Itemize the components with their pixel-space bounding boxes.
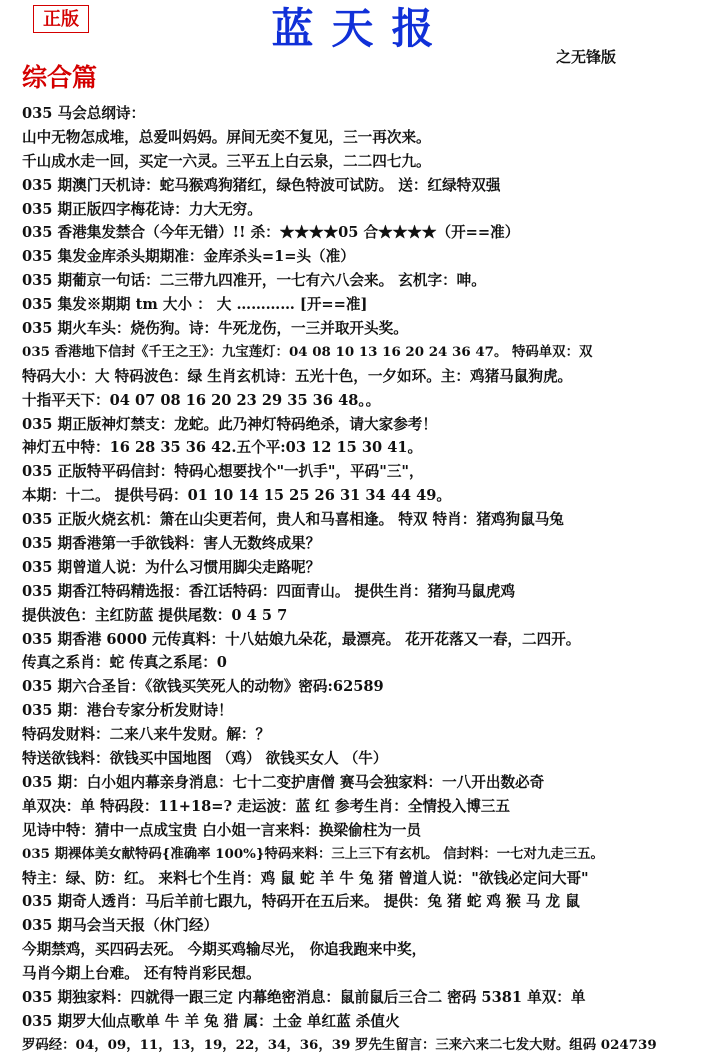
text-line: 马肖今期上台难。 还有特肖彩民想。	[22, 965, 261, 983]
text-line: 035 期火车头：烧伤狗。诗：牛死龙伤，一三并取开头奖。	[22, 320, 408, 338]
text-line: 特码大小：大 特码波色：绿 生肖玄机诗：五光十色，一夕如环。主：鸡猪马鼠狗虎。	[22, 367, 573, 385]
text-line: 传真之系肖：蛇 传真之系尾：0	[22, 654, 227, 672]
text-line: 035 期：港台专家分析发财诗！	[22, 702, 233, 720]
text-line: 035 期裸体美女献特码{准确率 100%}特码来料：三上三下有玄机。 信封料：一七对九走三五。	[22, 845, 604, 862]
text-line: 035 期罗大仙点歌单 牛 羊 兔 猎 属：土金 单红蓝 杀值火	[22, 1012, 400, 1030]
text-line: 035 期六合圣旨：《欲钱买笑死人的动物》密码:62589	[22, 678, 384, 696]
edition-label: 之无锋版	[556, 48, 617, 66]
text-line: 035 期正版神灯禁支：龙蛇。此乃神灯特码绝杀，请大家参考！	[22, 415, 437, 433]
text-line: 035 期马会当天报（休门经）	[22, 917, 219, 935]
text-line: 035 期：白小姐内幕亲身消息：七十二变护唐僧 赛马会独家料：一八开出数必奇	[22, 773, 545, 791]
text-line: 特送欲钱料：欲钱买中国地图 （鸡） 欲钱买女人 （牛）	[22, 750, 388, 768]
text-line: 035 期正版四字梅花诗：力大无穷。	[22, 200, 262, 218]
text-line: 035 集发金库杀头期期准：金库杀头=1=头（准）	[22, 248, 355, 266]
text-line: 035 期香港第一手欲钱料：害人无数终成果？	[22, 535, 321, 553]
text-line: 今期禁鸡，买四码去死。 今期买鸡输尽光， 你追我跑来中奖，	[22, 941, 427, 959]
text-line: 本期：十二。 提供号码：01 10 14 15 25 26 31 34 44 49。	[22, 487, 452, 505]
edition-badge: 正版	[33, 5, 89, 33]
article-body	[22, 102, 702, 1058]
text-line: 035 期香港 6000 元传真料：十八姑娘九朵花，最漂亮。 花开花落又一春，二四开。	[22, 630, 581, 648]
text-line: 罗码经：04，09，11，13，19，22，34，36，39 罗先生留言：三来六来二七发大财。组码 024739	[22, 1036, 657, 1053]
text-line: 特主：绿、防：红。 来料七个生肖：鸡 鼠 蛇 羊 牛 兔 猪 曾道人说："欲钱必定问大哥"	[22, 869, 589, 887]
text-line: 神灯五中特：16 28 35 36 42.五个平:03 12 15 30 41。	[22, 439, 423, 457]
text-line: 山中无物怎成堆，总爱叫妈妈。屏间无奕不复见，三一再次来。	[22, 128, 431, 146]
text-line: 035 期曾道人说：为什么习惯用脚尖走路呢？	[22, 558, 321, 576]
text-line: 035 集发※期期 tm 大小 ： 大 ………… [开==准]	[22, 296, 368, 314]
text-line: 035 正版特平码信封：特码心想要找个"一扒手"，平码"三"，	[22, 463, 424, 481]
text-line: 特码发财料：二来八来牛发财。解：？	[22, 726, 271, 744]
text-line: 千山成水走一回，买定一六灵。三平五上白云泉，二二四七九。	[22, 152, 431, 170]
text-line: 035 正版火烧玄机：箫在山尖更若何，贵人和马喜相逢。 特双 特肖：猪鸡狗鼠马兔	[22, 511, 564, 529]
text-line: 035 马会总纲诗：	[22, 105, 146, 122]
text-line: 035 香港集发禁合（今年无错）!! 杀：★★★★05 合★★★★（开==准）	[22, 224, 520, 242]
page-title: 蓝天报	[271, 4, 452, 53]
text-line: 035 期葡京一句话：二三带九四准开，一七有六八会来。 玄机字：呻。	[22, 272, 486, 290]
text-line: 035 期澳门天机诗：蛇马猴鸡狗猪红，绿色特波可试防。 送：红绿特双强	[22, 176, 501, 194]
text-line: 单双决：单 特码段：11+18=? 走运波：蓝 红 参考生肖：全情投入博三五	[22, 797, 510, 815]
text-line: 035 期独家料：四就得一跟三定 内幕绝密消息：鼠前鼠后三合二 密码 5381 单双：单	[22, 988, 586, 1006]
text-line: 035 期香江特码精选报：香江话特码：四面青山。 提供生肖：猪狗马鼠虎鸡	[22, 582, 516, 600]
text-line: 见诗中特：猜中一点成宝贵 白小姐一言来料：换梁偷柱为一员	[22, 821, 422, 839]
text-line: 035 期奇人透肖：马后羊前七跟九，特码开在五后来。 提供：兔 猪 蛇 鸡 猴 马 龙 鼠	[22, 893, 580, 911]
text-line: 十指平天下：04 07 08 16 20 23 29 35 36 48。。	[22, 391, 381, 409]
section-heading: 综合篇	[22, 63, 98, 92]
text-line: 035 香港地下信封《千王之王》：九宝莲灯：04 08 10 13 16 20 24 36 47。 特码单双：双	[22, 343, 593, 360]
text-line: 提供波色：主红防蓝 提供尾数：0 4 5 7	[22, 606, 288, 624]
